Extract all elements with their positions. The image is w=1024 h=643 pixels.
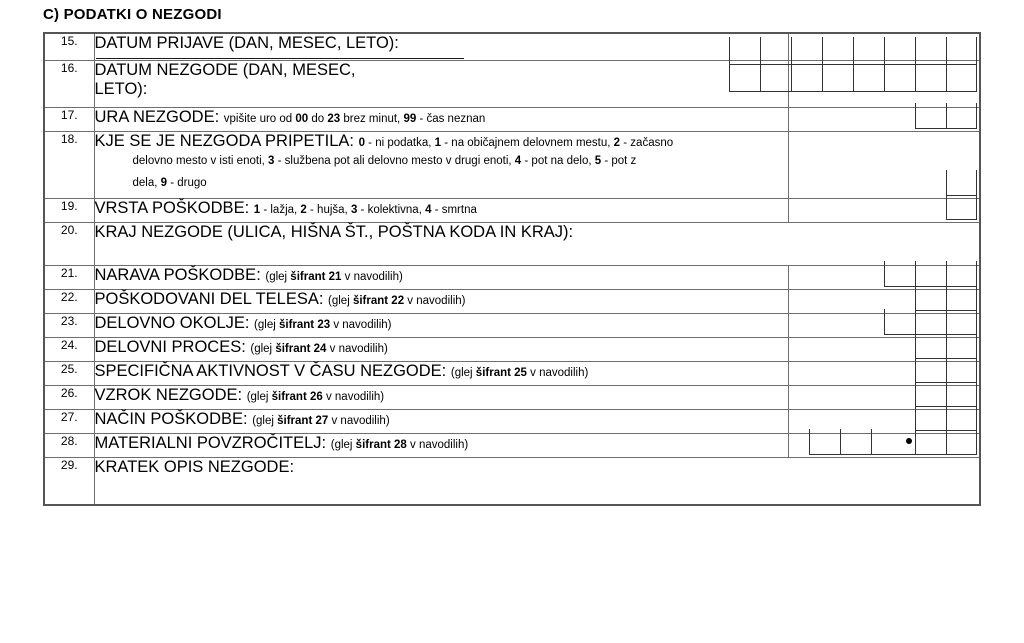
code-box[interactable] — [946, 381, 977, 407]
code-box[interactable] — [915, 261, 946, 287]
row-sublabel: 1 - lažja, 2 - hujša, 3 - kolektivna, 4 - smrtna — [253, 204, 477, 216]
row-label-cell — [94, 223, 980, 266]
code-boxes-cell — [788, 434, 980, 458]
row-number-cell — [44, 434, 94, 458]
row-sublabel: (glej šifrant 23 v navodilih) — [254, 319, 392, 331]
row-label: DELOVNO OKOLJE: (glej šifrant 23 v navodilih) — [94, 314, 392, 332]
row-number-cell — [44, 132, 94, 199]
code-box[interactable] — [946, 103, 977, 129]
row-label: POŠKODOVANI DEL TELESA: (glej šifrant 22 v navodilih) — [94, 290, 466, 308]
row-sublabel: (glej šifrant 24 v navodilih) — [250, 343, 388, 355]
row-sublabel: (glej šifrant 27 v navodilih) — [252, 415, 390, 427]
row-sublabel: (glej šifrant 25 v navodilih) — [450, 367, 589, 379]
row-number: 21. — [60, 266, 78, 280]
row-number-cell — [44, 362, 94, 386]
code-box[interactable] — [915, 103, 946, 129]
row-label: VRSTA POŠKODBE: 1 - lažja, 2 - hujša, 3 - kolektivna, 4 - smrtna — [94, 199, 477, 217]
row-label-cell — [94, 108, 788, 132]
row-number: 29. — [60, 458, 78, 472]
table-row — [44, 314, 980, 338]
row-number: 25. — [60, 362, 78, 376]
row-number-cell — [44, 33, 94, 61]
row-sublabel: 0 - ni podatka, 1 - na običajnem delovnem mestu, 2 - začasno — [358, 137, 674, 149]
decimal-point-icon — [902, 429, 915, 455]
accident-data-form-table — [43, 32, 981, 506]
row-sublabel-line: dela, 9 - drugo — [132, 177, 207, 190]
table-row — [44, 108, 980, 132]
row-label: VZROK NEZGODE: (glej šifrant 26 v navodilih) — [94, 386, 385, 404]
code-box-group[interactable] — [946, 194, 977, 220]
code-box-group[interactable] — [884, 261, 977, 287]
code-box[interactable] — [884, 309, 915, 335]
code-box[interactable] — [946, 309, 977, 335]
code-box-group[interactable] — [884, 309, 977, 335]
code-box[interactable] — [946, 429, 977, 455]
code-box-group[interactable] — [915, 333, 977, 359]
row-label: SPECIFIČNA AKTIVNOST V ČASU NEZGODE: (glej šifrant 25 v navodilih) — [94, 362, 589, 380]
code-box[interactable] — [946, 261, 977, 287]
code-box[interactable] — [853, 64, 884, 92]
row-number: 27. — [60, 410, 78, 424]
row-number-cell — [44, 314, 94, 338]
row-label-cell — [94, 61, 788, 108]
row-number: 24. — [60, 338, 78, 352]
row-number: 15. — [60, 34, 78, 48]
code-boxes-cell — [788, 61, 980, 108]
table-row — [44, 458, 980, 506]
row-number-cell — [44, 290, 94, 314]
code-box[interactable] — [946, 170, 977, 196]
row-number: 18. — [60, 132, 78, 146]
row-number-cell — [44, 266, 94, 290]
row-label: KJE SE JE NEZGODA PRIPETILA: 0 - ni podatka, 1 - na običajnem delovnem mestu, 2 - začasno — [94, 132, 674, 150]
row-label: KRATEK OPIS NEZGODE: — [94, 458, 295, 476]
code-box[interactable] — [915, 309, 946, 335]
code-box[interactable] — [840, 429, 871, 455]
row-number-cell — [44, 223, 94, 266]
row-label-cell — [94, 458, 980, 506]
row-label-cell — [94, 199, 788, 223]
row-sublabel: (glej šifrant 21 v navodilih) — [265, 271, 403, 283]
table-row — [44, 290, 980, 314]
code-box[interactable] — [915, 357, 946, 383]
table-row — [44, 199, 980, 223]
table-row — [44, 132, 980, 199]
code-boxes-cell — [788, 132, 980, 199]
code-box-group[interactable] — [809, 429, 977, 455]
row-label-cell — [94, 434, 788, 458]
code-box[interactable] — [946, 405, 977, 431]
code-box[interactable] — [791, 64, 822, 92]
table-row — [44, 338, 980, 362]
row-number-cell — [44, 386, 94, 410]
row-label: NAČIN POŠKODBE: (glej šifrant 27 v navodilih) — [94, 410, 390, 428]
row-number: 22. — [60, 290, 78, 304]
code-box[interactable] — [729, 64, 760, 92]
row-number-cell — [44, 458, 94, 506]
code-box[interactable] — [946, 64, 977, 92]
row-number: 19. — [60, 199, 78, 213]
code-box[interactable] — [822, 64, 853, 92]
code-box[interactable] — [946, 333, 977, 359]
code-box-group[interactable] — [729, 64, 977, 92]
row-number: 17. — [60, 108, 78, 122]
code-box-group[interactable] — [915, 381, 977, 407]
code-boxes-cell — [788, 108, 980, 132]
code-box[interactable] — [946, 285, 977, 311]
row-number: 16. — [60, 61, 78, 75]
row-label: DATUM PRIJAVE (DAN, MESEC, LETO): — [94, 34, 399, 52]
code-box-group[interactable] — [946, 170, 977, 196]
code-box[interactable] — [915, 64, 946, 92]
code-box[interactable] — [915, 429, 946, 455]
code-box[interactable] — [809, 429, 840, 455]
row-sublabel: vpišite uro od 00 do 23 brez minut, 99 - čas neznan — [223, 113, 486, 125]
code-box-group[interactable] — [915, 405, 977, 431]
code-box[interactable] — [946, 194, 977, 220]
code-box[interactable] — [915, 333, 946, 359]
row-label-cell — [94, 132, 788, 199]
row-label-cell — [94, 314, 788, 338]
code-box[interactable] — [760, 64, 791, 92]
row-label-cell — [94, 410, 788, 434]
row-label-cell — [94, 362, 788, 386]
label-underline — [96, 58, 464, 59]
code-box[interactable] — [884, 64, 915, 92]
row-number: 26. — [60, 386, 78, 400]
row-number-cell — [44, 410, 94, 434]
row-label-line2: LETO): — [94, 80, 148, 99]
row-number: 23. — [60, 314, 78, 328]
row-number: 28. — [60, 434, 78, 448]
code-box-group[interactable] — [915, 357, 977, 383]
table-row — [44, 61, 980, 108]
row-number-cell — [44, 108, 94, 132]
table-row — [44, 33, 980, 61]
row-label-cell — [94, 338, 788, 362]
table-row — [44, 266, 980, 290]
row-sublabel-line: delovno mesto v isti enoti, 3 - službena pot ali delovno mesto v drugi enoti, 4 - pot na delo, 5 - pot z — [132, 155, 637, 168]
row-label-cell — [94, 33, 788, 61]
row-sublabel: (glej šifrant 28 v navodilih) — [330, 439, 469, 451]
table-row — [44, 223, 980, 266]
row-number-cell — [44, 61, 94, 108]
table-row — [44, 434, 980, 458]
code-box[interactable] — [884, 261, 915, 287]
row-sublabel: (glej šifrant 22 v navodilih) — [328, 295, 466, 307]
row-label-cell — [94, 266, 788, 290]
row-label: DATUM NEZGODE (DAN, MESEC, — [94, 61, 356, 79]
code-box-group[interactable] — [915, 285, 977, 311]
row-number-cell — [44, 199, 94, 223]
row-number-cell — [44, 338, 94, 362]
page-title: C) PODATKI O NEZGODI — [43, 6, 222, 23]
code-box[interactable] — [915, 405, 946, 431]
row-label: URA NEZGODE: vpišite uro od 00 do 23 brez minut, 99 - čas neznan — [94, 108, 486, 126]
row-sublabel: (glej šifrant 26 v navodilih) — [246, 391, 385, 403]
row-label: DELOVNI PROCES: (glej šifrant 24 v navodilih) — [94, 338, 388, 356]
code-boxes-cell — [788, 33, 980, 61]
code-box[interactable] — [915, 285, 946, 311]
code-boxes-cell — [788, 199, 980, 223]
code-box-group[interactable] — [915, 103, 977, 129]
row-label-cell — [94, 386, 788, 410]
table-row — [44, 362, 980, 386]
table-row — [44, 386, 980, 410]
row-label-cell — [94, 290, 788, 314]
row-label: KRAJ NEZGODE (ULICA, HIŠNA ŠT., POŠTNA KODA IN KRAJ): — [94, 223, 574, 241]
row-label: NARAVA POŠKODBE: (glej šifrant 21 v navodilih) — [94, 266, 403, 284]
code-box[interactable] — [946, 357, 977, 383]
row-number: 20. — [60, 223, 78, 237]
code-box[interactable] — [871, 429, 902, 455]
row-label: MATERIALNI POVZROČITELJ: (glej šifrant 28 v navodilih) — [94, 434, 469, 452]
code-box[interactable] — [915, 381, 946, 407]
form-table-body — [44, 33, 980, 505]
